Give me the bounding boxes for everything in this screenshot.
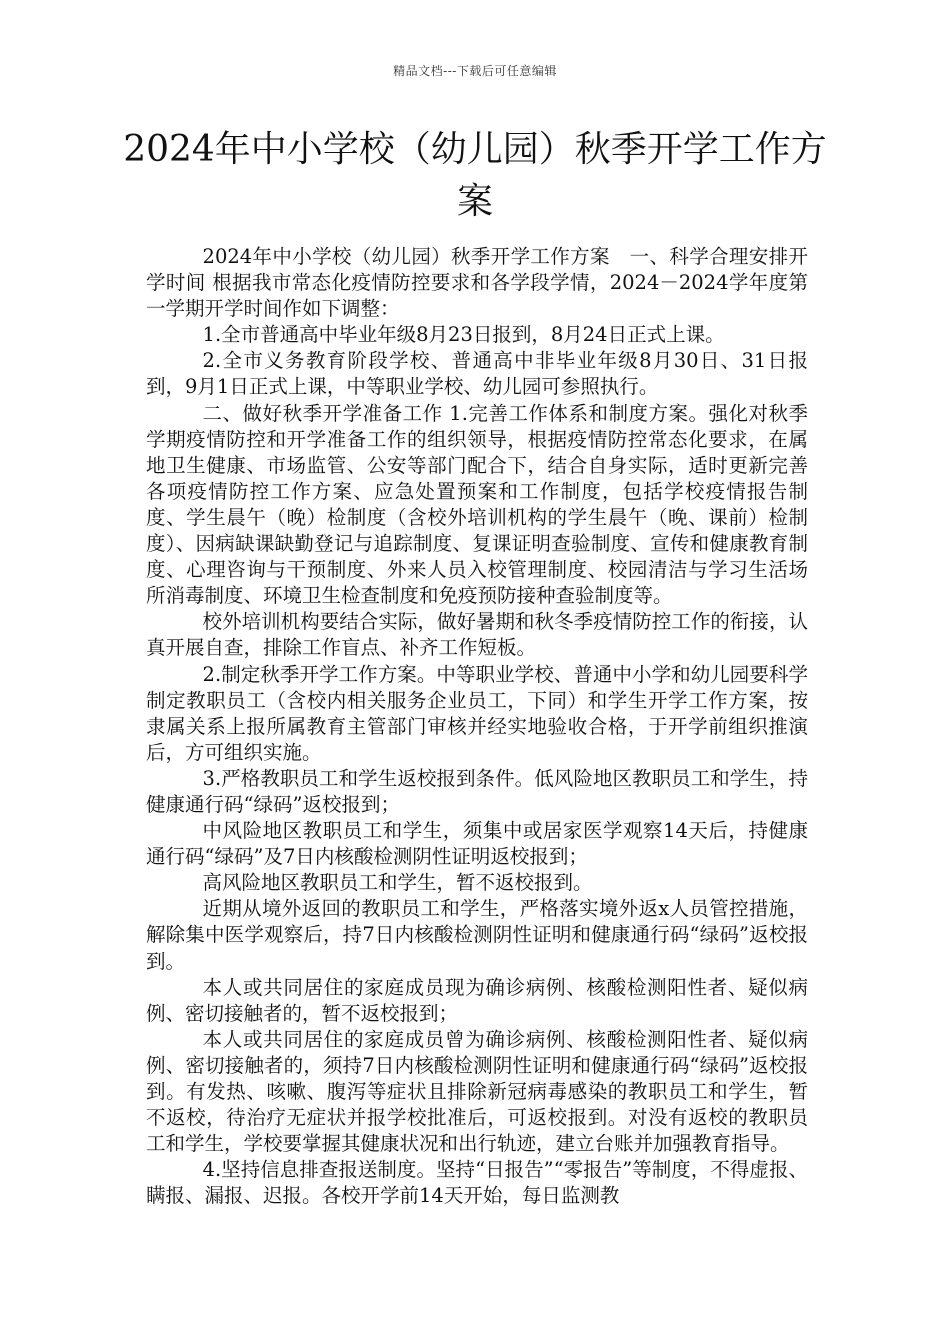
paragraph: 2024年中小学校（幼儿园）秋季开学工作方案 一、科学合理安排开学时间 根据我市常态化疫情防控要求和各学段学情，2024－2024学年度第一学期开学时间作如下调整： (146, 245, 808, 321)
paragraph: 4.坚持信息排查报送制度。坚持“日报告”“零报告”等制度，不得虚报、瞒报、漏报、迟报。各校开学前14天开始，每日监测教 (146, 1158, 808, 1208)
paragraph: 2.制定秋季开学工作方案。中等职业学校、普通中小学和幼儿园要科学制定教职员工（含校内相关服务企业员工，下同）和学生开学工作方案，按隶属关系上报所属教育主管部门审核并经实地验收合格，于开学前组织推演后，方可组织实施。 (146, 662, 808, 764)
paragraph: 近期从境外返回的教职员工和学生，严格落实境外返x人员管控措施，解除集中医学观察后，持7日内核酸检测阴性证明和健康通行码“绿码”返校报到。 (146, 897, 808, 973)
document-title: 2024年中小学校（幼儿园）秋季开学工作方案 (123, 129, 827, 222)
paragraph: 1.全市普通高中毕业年级8月23日报到，8月24日正式上课。 (202, 323, 725, 347)
paragraph: 本人或共同居住的家庭成员曾为确诊病例、核酸检测阳性者、疑似病例、密切接触者的，须持7日内核酸检测阴性证明和健康通行码“绿码”返校报到。有发热、咳嗽、腹泻等症状且排除新冠病毒感染的教职员工和学生，暂不返校，待治疗无症状并报学校批准后，可返校报到。对没有返校的教职员工和学生，学校要掌握其健康状况和出行轨迹，建立台账并加强教育指导。 (146, 1027, 808, 1156)
paragraph: 中风险地区教职员工和学生，须集中或居家医学观察14天后，持健康通行码“绿码”及7日内核酸检测阴性证明返校报到； (146, 819, 808, 869)
header-note: 精品文档---下载后可任意编辑 (393, 64, 557, 78)
paragraph: 高风险地区教职员工和学生，暂不返校报到。 (202, 871, 593, 895)
paragraph: 3.严格教职员工和学生返校报到条件。低风险地区教职员工和学生，持健康通行码“绿码”返校报到； (146, 766, 808, 816)
document-body (146, 244, 808, 1209)
paragraph: 校外培训机构要结合实际，做好暑期和秋冬季疫情防控工作的衔接，认真开展自查，排除工作盲点、补齐工作短板。 (146, 610, 808, 660)
paragraph: 本人或共同居住的家庭成员现为确诊病例、核酸检测阳性者、疑似病例、密切接触者的，暂不返校报到； (146, 975, 808, 1025)
paragraph: 2.全市义务教育阶段学校、普通高中非毕业年级8月30日、31日报到，9月1日正式上课，中等职业学校、幼儿园可参照执行。 (146, 349, 808, 399)
paragraph: 二、做好秋季开学准备工作 1.完善工作体系和制度方案。强化对秋季学期疫情防控和开学准备工作的组织领导，根据疫情防控常态化要求，在属地卫生健康、市场监管、公安等部门配合下，结合自身实际，适时更新完善各项疫情防控工作方案、应急处置预案和工作制度，包括学校疫情报告制度、学生晨午（晚）检制度（含校外培训机构的学生晨午（晚、课前）检制度）、因病缺课缺勤登记与追踪制度、复课证明查验制度、宣传和健康教育制度、心理咨询与干预制度、外来人员入校管理制度、校园清洁与学习生活场所消毒制度、环境卫生检查制度和免疫预防接种查验制度等。 (146, 401, 808, 608)
